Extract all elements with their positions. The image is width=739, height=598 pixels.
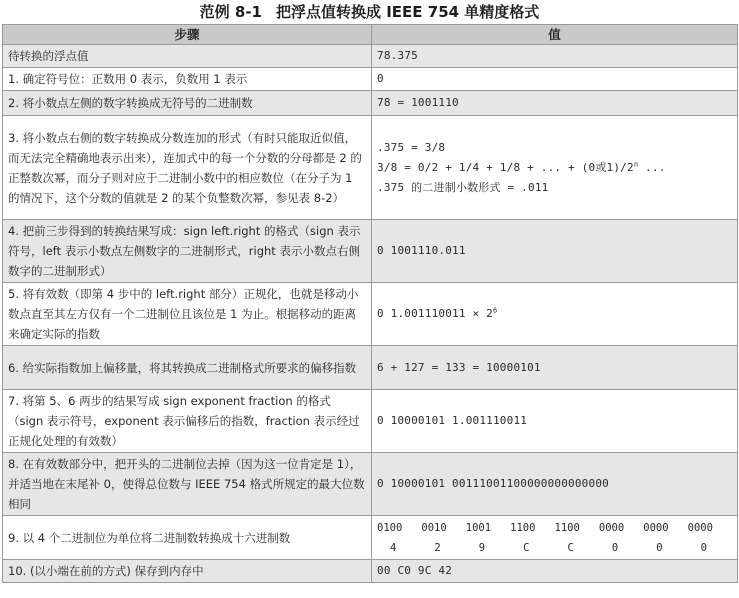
header-row — [3, 25, 738, 45]
exponent: n — [633, 159, 639, 168]
example-title: 把浮点值转换成 IEEE 754 单精度格式 — [276, 3, 540, 21]
value-cell — [372, 516, 738, 560]
nibble: 0000 — [643, 521, 669, 534]
value-cell: 0 10000101 00111001100000000000000 — [372, 453, 738, 516]
step-cell: 1. 确定符号位：正数用 0 表示，负数用 1 表示 — [3, 68, 372, 91]
series-text: 3/8 = 0/2 + 1/4 + 1/8 + ... + (0或1)/2 — [377, 160, 634, 174]
nibble: 1001 — [465, 521, 492, 534]
step-cell: 9. 以 4 个二进制位为单位将二进制数转换成十六进制数 — [3, 516, 372, 560]
conversion-table — [2, 24, 738, 583]
value-cell: 0 1001110.011 — [372, 220, 738, 283]
nibble: 0000 — [598, 521, 625, 534]
hex-digit: 0 — [700, 541, 707, 554]
nibble-grid — [377, 518, 732, 558]
value-cell — [372, 283, 738, 346]
step-column-header: 步骤 — [3, 25, 372, 45]
value-cell: 0 — [372, 68, 738, 91]
hex-digit: C — [567, 541, 574, 554]
step-cell: 7. 将第 5、6 两步的结果写成 sign exponent fraction 的格式（sign 表示符号，exponent 表示偏移后的指数，fraction 表示经过正规化处理的有效数） — [3, 390, 372, 453]
step-cell: 2. 将小数点左侧的数字转换成无符号的二进制数 — [3, 91, 372, 116]
hex-digit: C — [523, 541, 530, 554]
hex-digit: 4 — [390, 541, 397, 554]
table-row — [3, 68, 738, 91]
series-tail: ... — [638, 160, 666, 174]
nibble: 0010 — [421, 521, 447, 534]
value-line: .375 = 3/8 — [377, 140, 446, 154]
value-cell: 00 C0 9C 42 — [372, 560, 738, 583]
table-row — [3, 346, 738, 390]
value-column-header: 值 — [372, 25, 738, 45]
step-cell: 5. 将有效数（即第 4 步中的 left.right 部分）正规化，也就是移动小数点直至其左方仅有一个二进制位且该位是 1 为止。根据移动的距离来确定实际的指数 — [3, 283, 372, 346]
nibble: 0000 — [687, 521, 713, 534]
table-row — [3, 45, 738, 68]
nibble: 1100 — [554, 521, 580, 534]
table-row — [3, 116, 738, 220]
step-cell: 8. 在有效数部分中，把开头的二进制位去掉（因为这一位肯定是 1），并适当地在末尾补 0，使得总位数与 IEEE 754 格式所规定的最大位数相同 — [3, 453, 372, 516]
step-cell: 6. 给实际指数加上偏移量，将其转换成二进制格式所要求的偏移指数 — [3, 346, 372, 390]
nibble: 0100 — [377, 521, 403, 534]
page-title — [0, 0, 739, 24]
value-line: .375 的二进制小数形式 = .011 — [377, 180, 549, 194]
value-cell: 78.375 — [372, 45, 738, 68]
table-row — [3, 91, 738, 116]
hex-digit: 2 — [434, 541, 441, 554]
hex-digit: 0 — [611, 541, 619, 554]
value-cell: 78 = 1001110 — [372, 91, 738, 116]
example-number: 范例 8-1 — [199, 3, 262, 21]
table-row — [3, 283, 738, 346]
hex-digit: 0 — [656, 541, 663, 554]
nibble: 1100 — [510, 521, 536, 534]
value-cell: 6 + 127 = 133 = 10000101 — [372, 346, 738, 390]
exponent: 6 — [492, 306, 498, 315]
table-row — [3, 390, 738, 453]
step-cell: 3. 将小数点右侧的数字转换成分数连加的形式（有时只能取近似值，而无法完全精确地表示出来），连加式中的每一个分数的分母都是 2 的正整数次幂，而分子则对应于二进制小数中的相应数位（在分子为 1 的情况下，这个分数的值就是 2 的某个负整数次幂，参见表 8-2） — [3, 116, 372, 220]
table-row — [3, 220, 738, 283]
step-cell: 10. (以小端在前的方式) 保存到内存中 — [3, 560, 372, 583]
normalized-value: 0 1.001110011 × 2 — [377, 307, 493, 320]
step-cell: 4. 把前三步得到的转换结果写成：sign left.right 的格式（sign 表示符号，left 表示小数点左侧数字的二进制形式，right 表示小数点右侧数字的二进制形式） — [3, 220, 372, 283]
value-line — [377, 158, 732, 178]
table-row — [3, 560, 738, 583]
value-cell: 0 10000101 1.001110011 — [372, 390, 738, 453]
step-cell: 待转换的浮点值 — [3, 45, 372, 68]
hex-digit: 9 — [478, 541, 486, 554]
value-cell — [372, 116, 738, 220]
table-row — [3, 516, 738, 560]
table-row — [3, 453, 738, 516]
